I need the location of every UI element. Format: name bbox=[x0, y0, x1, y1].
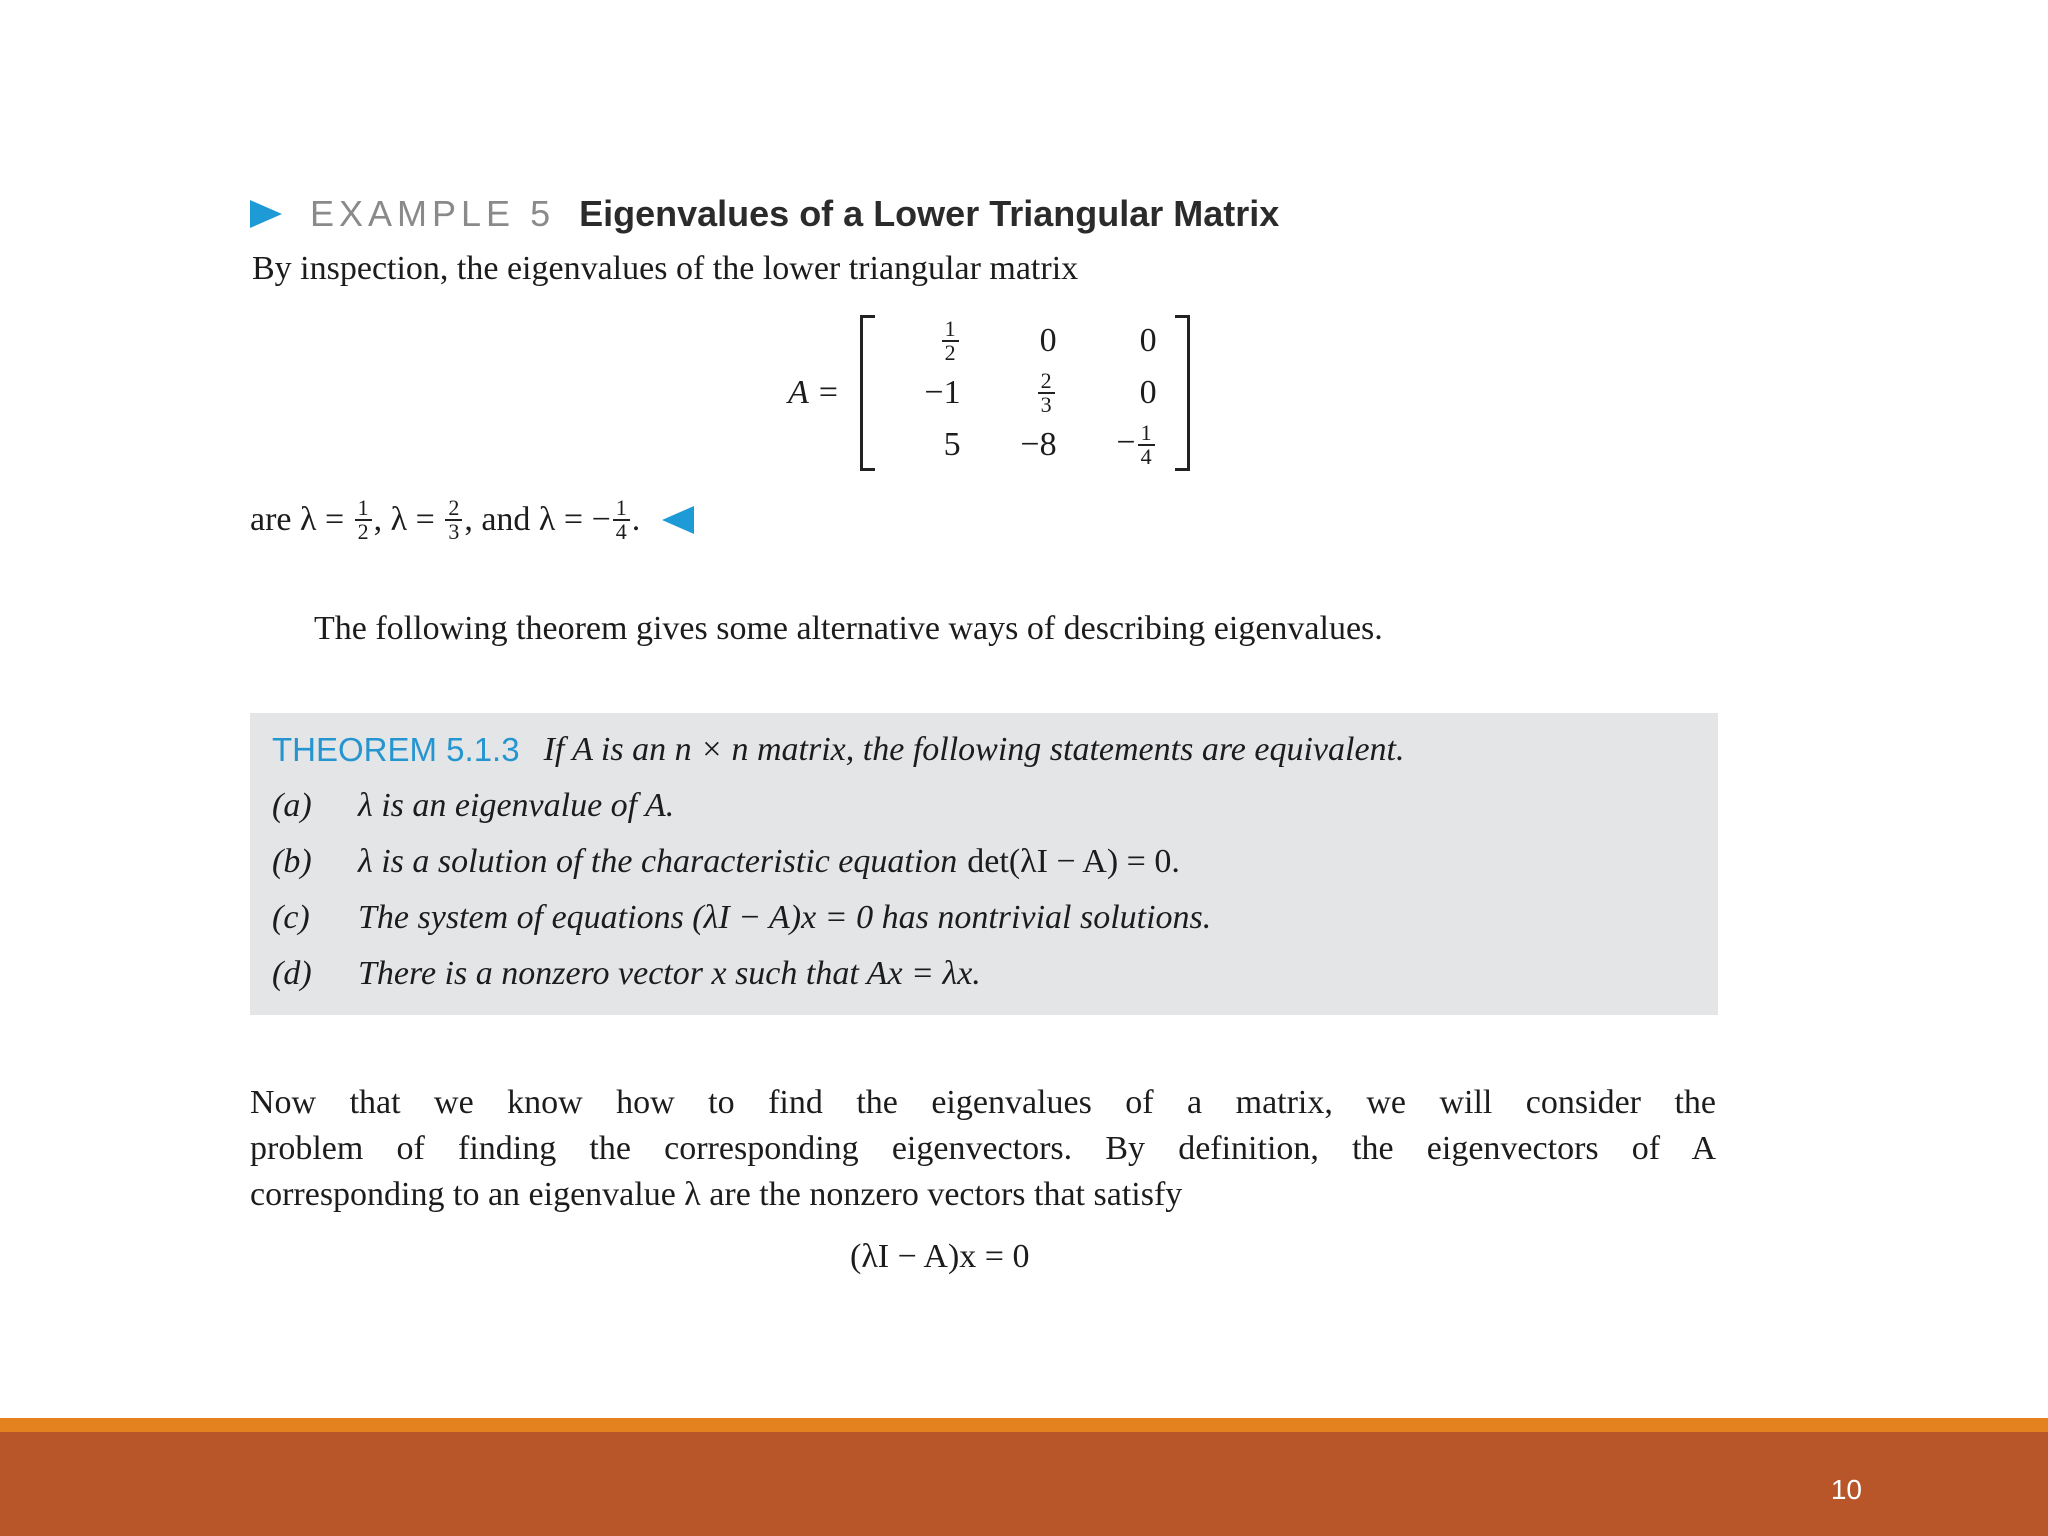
matrix-cell: −8 bbox=[1020, 426, 1057, 463]
fraction: $\frac{2}{3}$ bbox=[1038, 370, 1055, 416]
play-triangle-icon bbox=[250, 200, 282, 228]
matrix-cell: 5 bbox=[943, 426, 961, 463]
matrix-grid bbox=[875, 315, 1175, 471]
matrix-cell: 0 bbox=[1139, 374, 1157, 411]
example-title: Eigenvalues of a Lower Triangular Matrix bbox=[579, 193, 1280, 234]
matrix-cell: 0 bbox=[1039, 322, 1057, 359]
fraction: $\frac{1}{4}$ bbox=[613, 497, 630, 543]
theorem-item: (c) The system of equations (λI − A)x = 0 has nontrivial solutions. bbox=[272, 899, 1212, 936]
right-bracket bbox=[1175, 315, 1190, 471]
eigenvector-paragraph: Now that we know how to find the eigenvalues of a matrix, we will consider the problem of finding the corresponding eigenvectors. By definition, the eigenvectors of A corresponding to an eigenvalue λ are the nonzero vectors that satisfy bbox=[250, 1084, 1716, 1213]
theorem-header bbox=[272, 725, 1405, 775]
page-number: 10 bbox=[1830, 1474, 1862, 1505]
theorem-box bbox=[250, 713, 1718, 1015]
matrix-cell bbox=[973, 370, 1069, 416]
left-bracket bbox=[860, 315, 875, 471]
matrix-cell: − $\frac{1}{4}$ bbox=[1069, 422, 1169, 468]
example-label: EXAMPLE 5 bbox=[310, 193, 556, 234]
end-of-example-triangle-icon bbox=[662, 506, 694, 534]
fraction: $\frac{1}{4}$ bbox=[1138, 422, 1155, 468]
matrix bbox=[860, 315, 1190, 471]
follow-paragraph: The following theorem gives some alternative ways of describing eigenvalues. bbox=[314, 610, 1383, 647]
footer-accent-line bbox=[0, 1418, 2048, 1432]
matrix-cell bbox=[881, 318, 973, 364]
fraction: $\frac{2}{3}$ bbox=[445, 497, 462, 543]
theorem-label: THEOREM 5.1.3 bbox=[272, 731, 520, 768]
example-intro: By inspection, the eigenvalues of the lower triangular matrix bbox=[252, 250, 1079, 287]
eigenvalues-line: are λ = $\frac{1}{2}$ , λ = $\frac{2}{3}$ , and λ = − $\frac{1}{4}$ . bbox=[250, 490, 694, 550]
theorem-item: (b) λ is a solution of the characteristic equation det(λI − A) = 0. bbox=[272, 843, 1180, 880]
footer-bar bbox=[0, 1432, 2048, 1536]
matrix-cell: 0 bbox=[1139, 322, 1157, 359]
theorem-statement: If A is an n × n matrix, the following statements are equivalent. bbox=[543, 731, 1405, 768]
theorem-item: (d) There is a nonzero vector x such that Ax = λx. bbox=[272, 955, 981, 992]
final-equation: (λI − A)x = 0 bbox=[850, 1238, 1030, 1275]
matrix-equation bbox=[788, 314, 1190, 472]
matrix-cell: −1 bbox=[924, 374, 961, 411]
fraction: $\frac{1}{2}$ bbox=[942, 318, 959, 364]
matrix-lhs: A = bbox=[788, 374, 840, 411]
fraction: $\frac{1}{2}$ bbox=[355, 497, 372, 543]
example-heading bbox=[250, 190, 1279, 238]
theorem-item: (a) λ is an eigenvalue of A. bbox=[272, 787, 675, 824]
